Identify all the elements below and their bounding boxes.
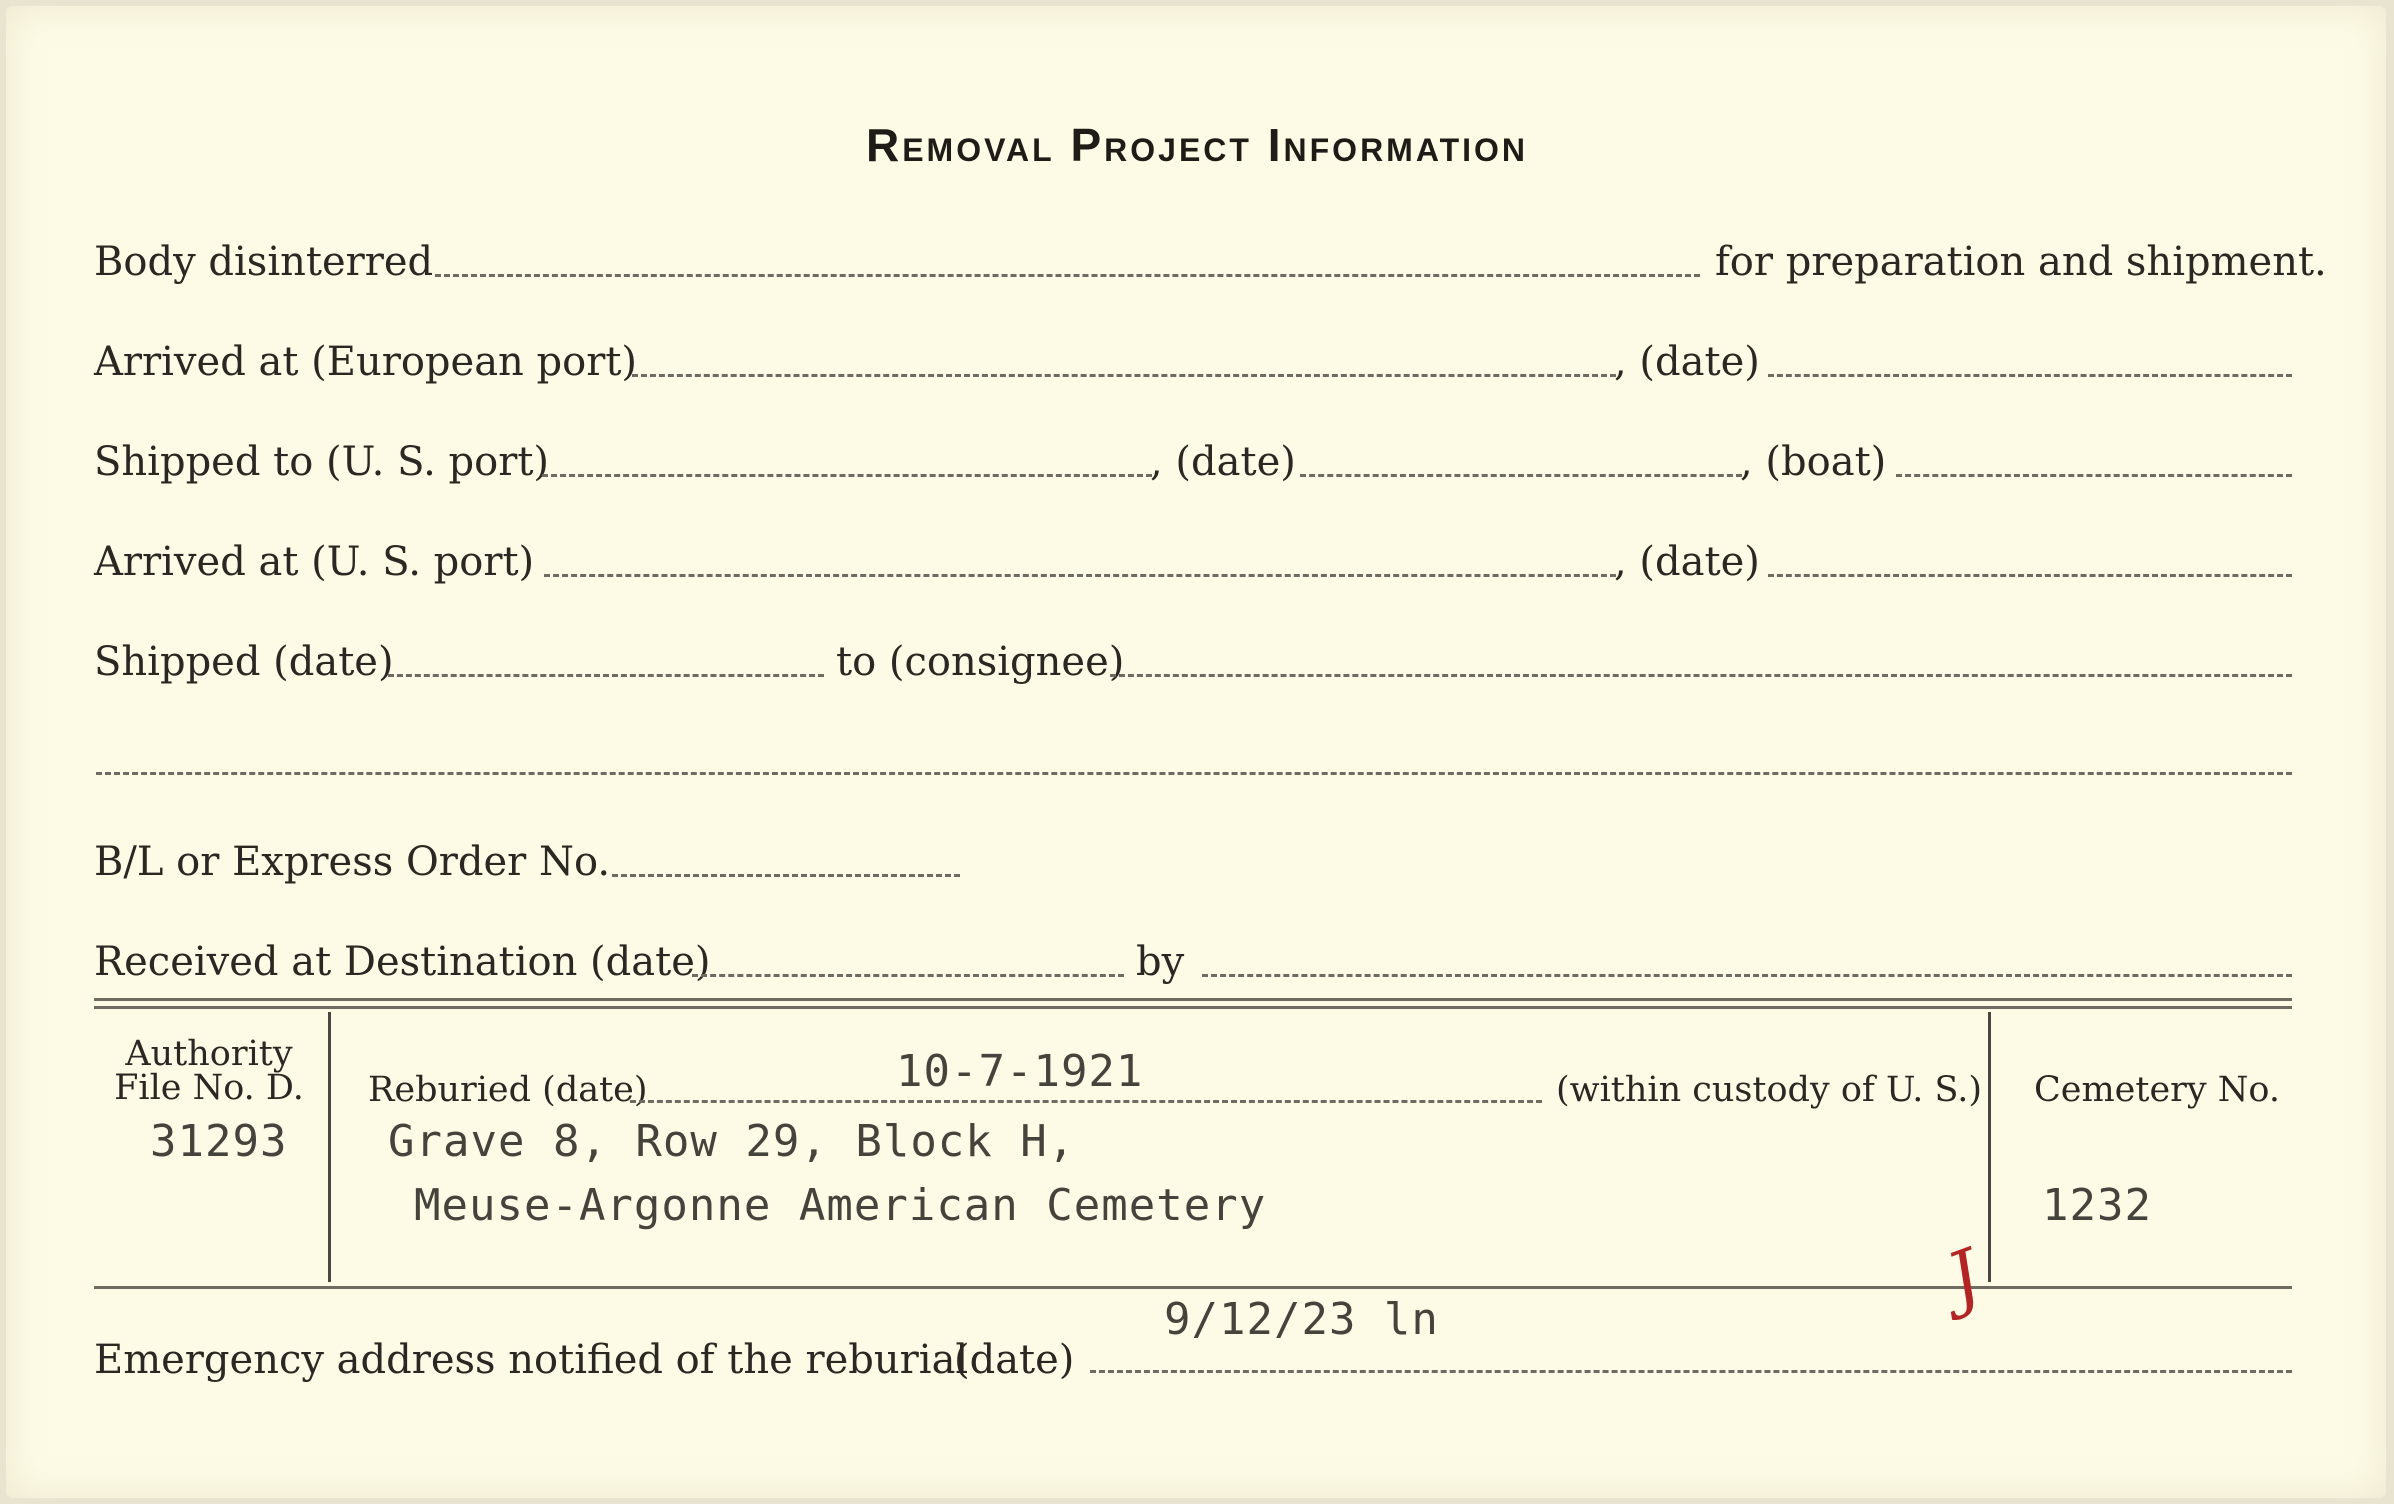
label-for-preparation: for preparation and shipment. (1715, 239, 2327, 285)
authority-file-number: 31293 (150, 1116, 288, 1167)
field-body-disinterred[interactable] (435, 274, 1700, 277)
label-arrived-european: Arrived at (European port) (94, 339, 638, 385)
field-us-port[interactable] (542, 474, 1152, 477)
label-file-no: File No. D. (114, 1068, 304, 1108)
label-emergency-date: (date) (954, 1337, 1075, 1383)
label-shipped-to: Shipped to (U. S. port) (94, 439, 549, 485)
field-received-date[interactable] (692, 974, 1124, 977)
handwritten-check-mark: J (1936, 1233, 1992, 1321)
label-boat: , (boat) (1740, 439, 1887, 485)
divider-authority (328, 1012, 331, 1282)
label-received: Received at Destination (date) (94, 939, 711, 985)
label-custody: (within custody of U. S.) (1556, 1070, 1983, 1110)
field-date-1[interactable] (1768, 374, 2292, 377)
divider-top-2 (94, 1006, 2292, 1009)
field-received-by[interactable] (1202, 974, 2292, 977)
label-emergency: Emergency address notified of the reburial (94, 1337, 969, 1383)
label-date-1: , (date) (1614, 339, 1760, 385)
field-date-3[interactable] (1768, 574, 2292, 577)
field-date-2[interactable] (1300, 474, 1742, 477)
label-arrived-us: Arrived at (U. S. port) (94, 539, 535, 585)
page-title: Removal Project Information (865, 119, 1529, 171)
reburied-date-value: 10-7-1921 (896, 1046, 1144, 1097)
label-body-disinterred: Body disinterred (94, 239, 434, 285)
field-arrived-us-port[interactable] (544, 574, 1616, 577)
label-cemetery-no: Cemetery No. (2034, 1070, 2281, 1110)
field-bl-order[interactable] (612, 874, 960, 877)
field-emergency-date[interactable] (1090, 1370, 2292, 1373)
grave-location-line1: Grave 8, Row 29, Block H, (388, 1116, 1076, 1167)
label-shipped-date: Shipped (date) (94, 639, 394, 685)
record-card (6, 6, 2386, 1498)
emergency-date-value: 9/12/23 ln (1164, 1294, 1439, 1345)
label-by: by (1136, 939, 1185, 985)
label-bl-order: B/L or Express Order No. (94, 839, 611, 885)
label-date-2: , (date) (1150, 439, 1296, 485)
field-boat[interactable] (1896, 474, 2292, 477)
label-date-3: , (date) (1614, 539, 1760, 585)
field-reburied-date[interactable] (630, 1100, 1542, 1103)
label-to-consignee: to (consignee) (836, 639, 1125, 685)
grave-location-line2: Meuse-Argonne American Cemetery (414, 1180, 1267, 1231)
divider-cemetery (1988, 1012, 1991, 1282)
divider-top (94, 998, 2292, 1001)
field-consignee-continued[interactable] (96, 772, 2292, 775)
field-european-port[interactable] (632, 374, 1616, 377)
field-shipped-date[interactable] (388, 674, 824, 677)
label-reburied: Reburied (date) (368, 1070, 648, 1110)
label-authority: Authority (125, 1034, 293, 1074)
field-consignee[interactable] (1110, 674, 2292, 677)
cemetery-number: 1232 (2042, 1180, 2152, 1231)
